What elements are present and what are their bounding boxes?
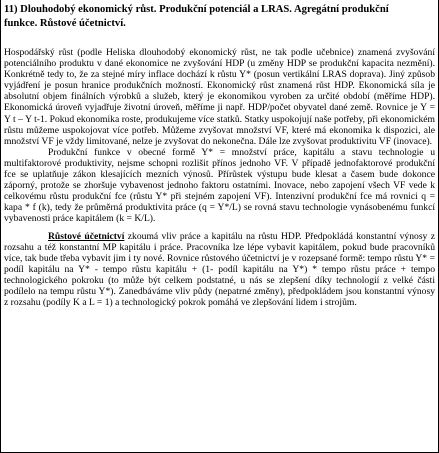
paragraph-growth-definition: Hospodářský růst (podle Heliska dlouhodobý ekonomický růst, ne tak podle učebnice) znamená zvyšování potenciálního produktu v dané ekonomice ne zvyšování HDP (u změny HDP se produkční kapacita nezmění). Konkrétně tedy to, že za stejné míry inflace dochází k růstu Y* (posun vertikální LRAS doprava). Jiný způsob vyjádření je posun hranice produkčních možností. Ekonomický růst znamená růst HDP. Ekonomická síla je absolutní objem finálních výrobků a služeb, který je ekonomikou vyroben za určité období (měříme HDP). Ekonomická úroveň vyjadřuje životní úroveň, měříme ji např. HDP/počet obyvatel dané země. Rovnice je Y = Y t – Y t-1. Pokud ekonomika roste, produkujeme více statků. Statky uspokojují naše potřeby, při ekonomickém růstu můžeme uspokojovat více potřeb. Můžeme zvyšovat množství VF, které má ekonomika k dispozici, ale množství VF je vždy limitované, nelze je zvyšovat do nekonečna. Dále lze zvyšovat produktivitu VF (inovace). bbox=[4, 47, 435, 147]
section-heading bbox=[4, 3, 434, 31]
body-text bbox=[4, 47, 435, 308]
paragraph-growth-accounting-text: zkoumá vliv práce a kapitálu na růstu HDP. Předpokládá konstantní výnosy z rozsahu a též konstantní MP kapitálu i práce. Pracovníka lze lépe vybavit kapitálem, pokud bude pracovníků více, tak bude třeba vybavit jim i ty nové. Rovnice růstového účetnictví je v rozepsané formě: tempo růstu Y* = podíl kapitálu na Y* - tempo růstu kapitálu + (1- podíl kapitálu na Y*) * tempo růstu práce + tempo technologického pokroku (to může být celkem podstatné, u nás se zlepšení díky technologií z velké části podílelo na tempu růstu Y*). Zanedbáváme vliv půdy (nepatrné změny), předpokládem jsou konstantní výnosy z rozsahu (podíly K a L = 1) a technologický pokrok pomáhá ve zlepšování lidem i strojům. bbox=[4, 230, 435, 309]
term-growth-accounting: Růstové účetnictví bbox=[48, 230, 125, 242]
paragraph-growth-accounting bbox=[4, 231, 435, 309]
heading-line-1: 11) Dlouhodobý ekonomický růst. Produkční potenciál a LRAS. Agregátní produkční bbox=[4, 4, 389, 15]
paragraph-production-function: Produkční funkce v obecné formě Y* = množství práce, kapitálu a stavu technologie u multifaktorové produktivity, nejsme schopni rozlišit přínos jednoho VF. V případě jednofaktorové produkční fce se uplatňuje zákon klesajících mezních výnosů. Přírůstek výstupu bude klesat a časem bude dokonce záporný, protože se zhoršuje vybavenost jednoho faktoru ostatními. Inovace, nebo zapojení všech VF vede k celkovému růstu produkční fce (růstu Y* při stejném zapojení VF). Intenzivní produkční fce má rovnici q = kapa * f (k), tedy že průměrná produktivita práce (q = Y*/L) se rovná stavu technologie vynásobenému funkcí vybavenosti práce kapitálem (k = K/L). bbox=[4, 146, 435, 225]
heading-line-2: funkce. Růstové účetnictví. bbox=[4, 18, 126, 29]
